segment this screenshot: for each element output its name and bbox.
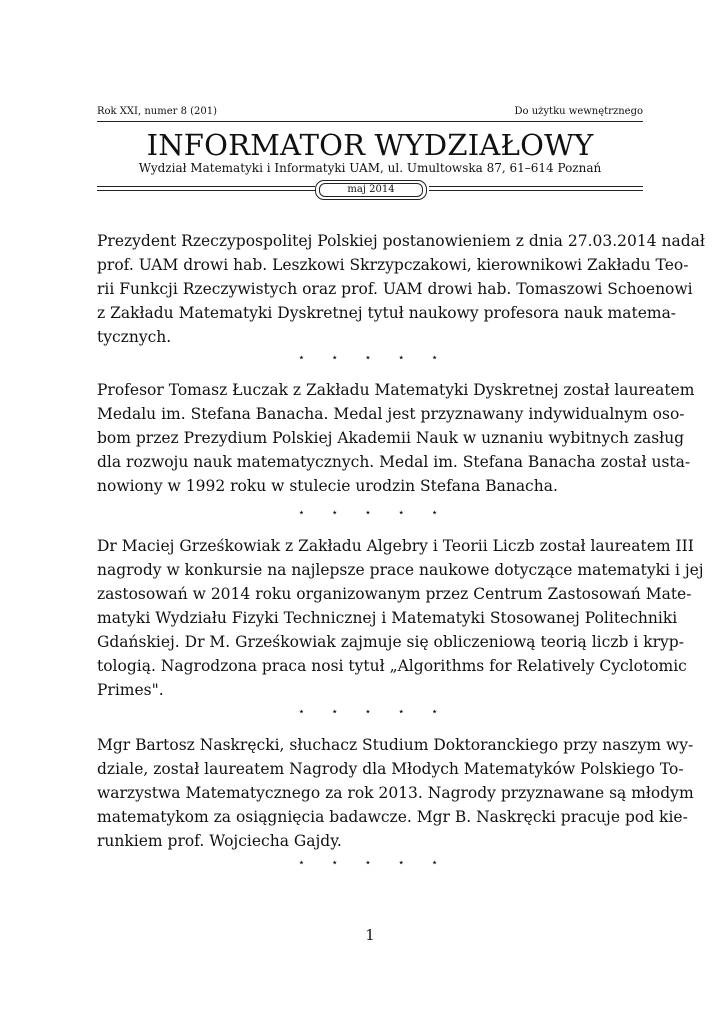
article-line: dziale, został laureatem Nagrody dla Młodych Matematyków Polskiego To- xyxy=(97,760,684,778)
article-line: Medalu im. Stefana Banacha. Medal jest przyznawany indywidualnym oso- xyxy=(97,405,685,423)
star-icon: ⋆ xyxy=(397,705,405,718)
separator-stars xyxy=(298,506,438,520)
newsletter-title: INFORMATOR WYDZIAŁOWY xyxy=(146,128,594,162)
date-rule-left-bottom xyxy=(97,190,315,191)
star-icon: ⋆ xyxy=(364,705,372,718)
article-line: runkiem prof. Wojciecha Gajdy. xyxy=(97,832,342,850)
internal-use-notice: Do użytku wewnętrznego xyxy=(514,106,643,117)
star-icon: ⋆ xyxy=(331,705,339,718)
star-icon: ⋆ xyxy=(364,351,372,364)
article-line: dla rozwoju nauk matematycznych. Medal im. Stefana Banacha został usta- xyxy=(97,453,691,471)
article-line: Prezydent Rzeczypospolitej Polskiej postanowieniem z dnia 27.03.2014 nadał xyxy=(97,232,705,250)
article-line: tycznych. xyxy=(97,328,172,346)
star-icon: ⋆ xyxy=(431,351,438,364)
star-icon: ⋆ xyxy=(331,506,339,519)
page-number: 1 xyxy=(365,926,375,944)
article-line: prof. UAM drowi hab. Leszkowi Skrzypczakowi, kierownikowi Zakładu Teo- xyxy=(97,256,689,274)
article-line: warzystwa Matematycznego za rok 2013. Nagrody przyznawane są młodym xyxy=(97,784,694,802)
article-line: zastosowań w 2014 roku organizowanym przez Centrum Zastosowań Mate- xyxy=(97,585,692,603)
separator-stars xyxy=(298,351,438,365)
article-line: Mgr Bartosz Naskręcki, słuchacz Studium Doktoranckiego przy naszym wy- xyxy=(97,736,694,754)
separator-stars xyxy=(298,705,438,719)
star-icon: ⋆ xyxy=(364,856,372,869)
article-line: matyki Wydziału Fizyki Technicznej i Matematyki Stosowanej Politechniki xyxy=(97,609,678,627)
star-icon: ⋆ xyxy=(364,506,372,519)
star-icon: ⋆ xyxy=(331,856,339,869)
article-line: Dr Maciej Grześkowiak z Zakładu Algebry i Teorii Liczb został laureatem III xyxy=(97,537,694,555)
article-line: bom przez Prezydium Polskiej Akademii Nauk w uznaniu wybitnych zasług xyxy=(97,429,685,447)
star-icon: ⋆ xyxy=(298,856,305,869)
star-icon: ⋆ xyxy=(298,506,305,519)
article-4 xyxy=(97,733,694,853)
star-icon: ⋆ xyxy=(431,856,438,869)
separator-stars xyxy=(298,856,438,870)
article-line: nowiony w 1992 roku w stulecie urodzin Stefana Banacha. xyxy=(97,477,558,495)
star-icon: ⋆ xyxy=(431,506,438,519)
issue-date: maj 2014 xyxy=(319,183,423,197)
article-line: Profesor Tomasz Łuczak z Zakładu Matematyki Dyskretnej został laureatem xyxy=(97,381,695,399)
article-line: Gdańskiej. Dr M. Grześkowiak zajmuje się obliczeniową teorią liczb i kryp- xyxy=(97,633,684,651)
faculty-address: Wydział Matematyki i Informatyki UAM, ul. Umultowska 87, 61–614 Poznań xyxy=(138,161,602,175)
star-icon: ⋆ xyxy=(397,351,405,364)
article-line: tologią. Nagrodzona praca nosi tytuł „Algorithms for Relatively Cyclotomic xyxy=(97,657,687,675)
article-line: z Zakładu Matematyki Dyskretnej tytuł naukowy profesora nauk matema- xyxy=(97,304,677,322)
article-3 xyxy=(97,534,704,702)
issue-info: Rok XXI, numer 8 (201) xyxy=(97,106,218,117)
article-2 xyxy=(97,378,695,498)
date-rule-right-top xyxy=(429,186,643,187)
date-rule-left-top xyxy=(97,186,315,187)
article-line: nagrody w konkursie na najlepsze prace naukowe dotyczące matematyki i jej xyxy=(97,561,704,579)
star-icon: ⋆ xyxy=(331,351,339,364)
star-icon: ⋆ xyxy=(397,856,405,869)
date-rule-right-bottom xyxy=(429,190,643,191)
star-icon: ⋆ xyxy=(397,506,405,519)
star-icon: ⋆ xyxy=(298,705,305,718)
star-icon: ⋆ xyxy=(298,351,305,364)
star-icon: ⋆ xyxy=(431,705,438,718)
article-line: matematykom za osiągnięcia badawcze. Mgr B. Naskręcki pracuje pod kie- xyxy=(97,808,688,826)
article-1 xyxy=(97,229,705,349)
article-line: rii Funkcji Rzeczywistych oraz prof. UAM drowi hab. Tomaszowi Schoenowi xyxy=(97,280,693,298)
header-rule xyxy=(97,121,643,122)
header-topline xyxy=(97,106,643,118)
article-line: Primes". xyxy=(97,681,164,699)
